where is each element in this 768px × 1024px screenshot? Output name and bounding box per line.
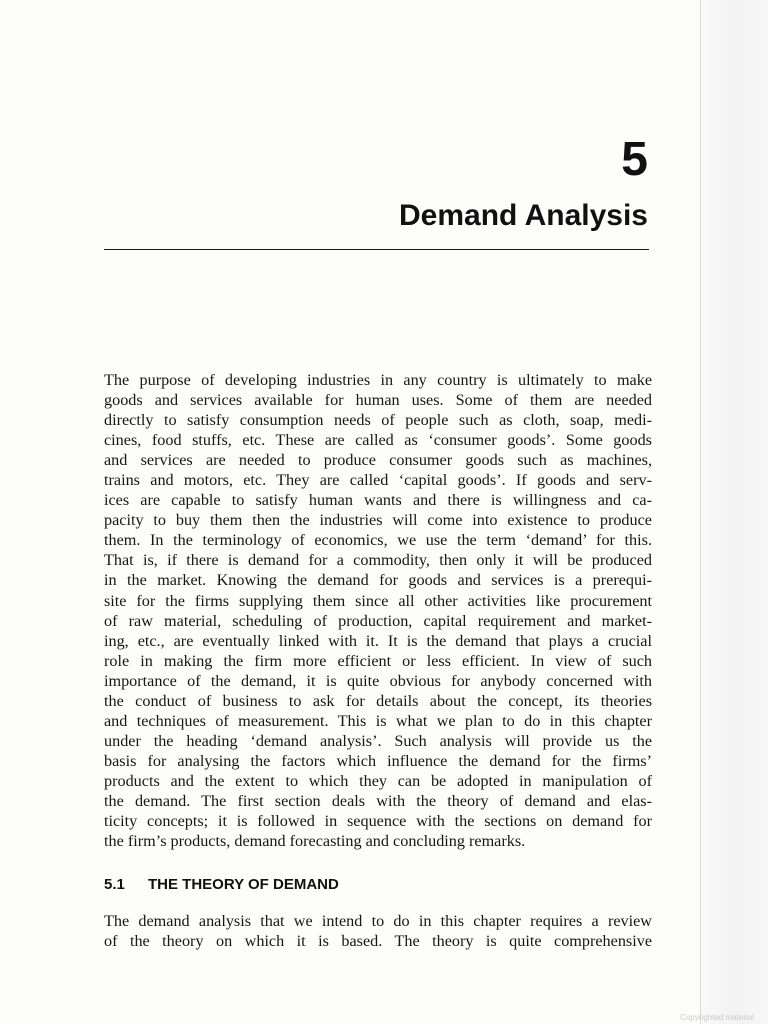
text-line: basis for analysing the factors which influence the demand for the firms’ bbox=[104, 751, 652, 770]
chapter-title: Demand Analysis bbox=[399, 199, 648, 232]
text-line: cines, food stuffs, etc. These are called as ‘consumer goods’. Some goods bbox=[104, 431, 652, 450]
text-line: goods and services available for human uses. Some of them are needed bbox=[104, 391, 652, 410]
text-line: products and the extent to which they can be adopted in manipulation of bbox=[104, 771, 652, 790]
text-line: them. In the terminology of economics, we use the term ‘demand’ for this. bbox=[104, 531, 652, 550]
section-number: 5.1 bbox=[104, 876, 125, 893]
text-line: the demand. The first section deals with the theory of demand and elas- bbox=[104, 791, 652, 810]
text-line: of the theory on which it is based. The theory is quite comprehensive bbox=[104, 932, 652, 951]
text-line: importance of the demand, it is quite obvious for anybody concerned with bbox=[104, 671, 652, 690]
section-heading bbox=[104, 874, 339, 896]
intro-paragraph bbox=[104, 370, 652, 851]
text-line: in the market. Knowing the demand for goods and services is a prerequi- bbox=[104, 571, 652, 590]
text-line: The purpose of developing industries in any country is ultimately to make bbox=[104, 371, 652, 389]
text-line: That is, if there is demand for a commodity, then only it will be produced bbox=[104, 551, 652, 570]
text-line: ices are capable to satisfy human wants and there is willingness and ca- bbox=[104, 491, 652, 510]
text-line: and services are needed to produce consumer goods such as machines, bbox=[104, 451, 652, 470]
chapter-number: 5 bbox=[621, 133, 648, 186]
text-line: the conduct of business to ask for details about the concept, its theories bbox=[104, 691, 652, 710]
text-line: role in making the firm more efficient or less efficient. In view of such bbox=[104, 651, 652, 670]
text-line: trains and motors, etc. They are called ‘capital goods’. If goods and serv- bbox=[104, 471, 652, 490]
text-line: site for the firms supplying them since all other activities like procurement bbox=[104, 591, 652, 610]
text-line: pacity to buy them then the industries will come into existence to produce bbox=[104, 511, 652, 530]
copyright-watermark: Copyrighted material bbox=[680, 1013, 754, 1022]
text-line: of raw material, scheduling of production, capital requirement and market- bbox=[104, 611, 652, 630]
adjacent-page-edge bbox=[700, 0, 768, 1024]
title-rule bbox=[104, 249, 649, 250]
section-title: THE THEORY OF DEMAND bbox=[148, 876, 339, 893]
text-line: ticity concepts; it is followed in sequence with the sections on demand for bbox=[104, 812, 652, 831]
text-line: ing, etc., are eventually linked with it. It is the demand that plays a crucial bbox=[104, 631, 652, 650]
text-line: under the heading ‘demand analysis’. Such analysis will provide us the bbox=[104, 731, 652, 750]
text-line: directly to satisfy consumption needs of people such as cloth, soap, medi- bbox=[104, 411, 652, 430]
text-line: The demand analysis that we intend to do in this chapter requires a review bbox=[104, 912, 652, 930]
text-line: and techniques of measurement. This is what we plan to do in this chapter bbox=[104, 711, 652, 730]
theory-paragraph bbox=[104, 911, 652, 951]
text-line: the firm’s products, demand forecasting and concluding remarks. bbox=[104, 832, 526, 851]
